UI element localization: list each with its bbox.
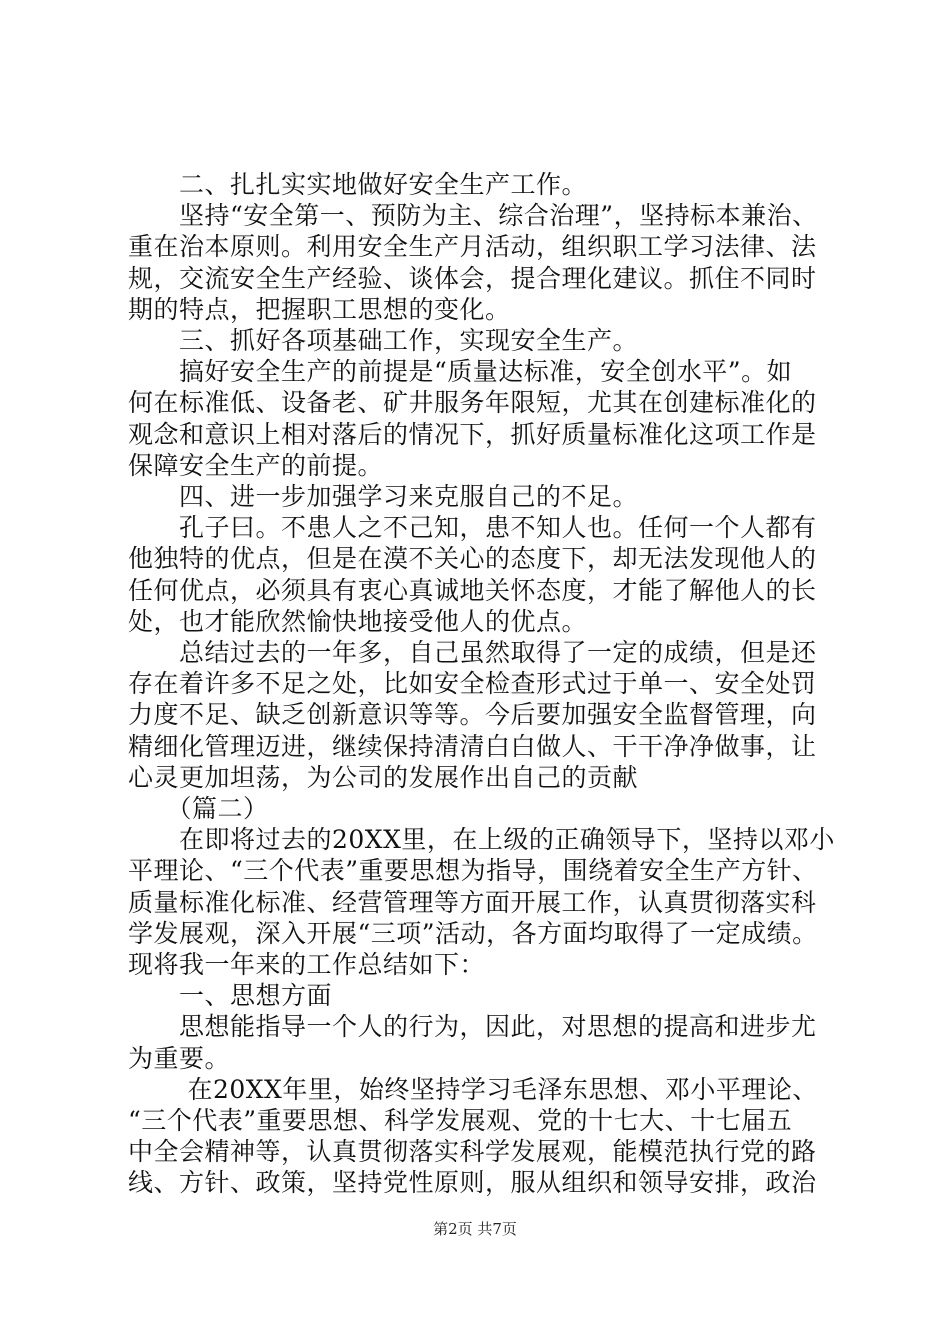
- text-line: 思想能指导一个人的行为，因此，对思想的提高和进步尤: [128, 1012, 817, 1042]
- text-line: 学发展观，深入开展“三项”活动，各方面均取得了一定成绩。: [128, 918, 818, 948]
- text-line: 存在着许多不足之处，比如安全检查形式过于单一、安全处罚: [128, 669, 817, 699]
- text-line: 三、抓好各项基础工作，实现安全生产。: [128, 326, 639, 355]
- page-footer: 第2页 共7页: [433, 1220, 517, 1238]
- text-line: 保障安全生产的前提。: [128, 450, 384, 480]
- text-line: 精细化管理迈进，继续保持清清白白做人、干干净净做事，让: [128, 731, 817, 761]
- text-line: 一、思想方面: [128, 981, 333, 1011]
- text-line: 质量标准化标准、经营管理等方面开展工作，认真贯彻落实科: [128, 887, 817, 917]
- text-line: 总结过去的一年多，自己虽然取得了一定的成绩，但是还: [128, 638, 817, 667]
- text-line: 平理论、“三个代表”重要思想为指导，围绕着安全生产方针、: [128, 856, 818, 886]
- text-line: 在20XX年里，始终坚持学习毛泽东思想、邓小平理论、: [128, 1074, 818, 1104]
- text-line: 重在治本原则。利用安全生产月活动，组织职工学习法律、法: [128, 232, 817, 262]
- text-line: 任何优点，必须具有衷心真诚地关怀态度，才能了解他人的长: [128, 575, 817, 605]
- text-line: 坚持“安全第一、预防为主、综合治理”，坚持标本兼治、: [128, 201, 818, 231]
- text-line: 中全会精神等，认真贯彻落实科学发展观，能模范执行党的路: [128, 1137, 817, 1167]
- text-line: 现将我一年来的工作总结如下：: [128, 950, 486, 979]
- text-line: “三个代表”重要思想、科学发展观、党的十七大、十七届五: [128, 1106, 793, 1135]
- text-line: 线、方针、政策，坚持党性原则，服从组织和领导安排，政治: [128, 1168, 817, 1198]
- text-line: 力度不足、缺乏创新意识等等。今后要加强安全监督管理，向: [128, 700, 817, 730]
- text-line: 在即将过去的20XX里，在上级的正确领导下，坚持以邓小: [128, 825, 835, 855]
- text-line: 四、进一步加强学习来克服自己的不足。: [128, 482, 639, 511]
- text-line: 观念和意识上相对落后的情况下，抓好质量标准化这项工作是: [128, 419, 817, 449]
- text-line: 处，也才能欣然愉快地接受他人的优点。: [128, 606, 588, 636]
- text-line: 规，交流安全生产经验、谈体会，提合理化建议。抓住不同时: [128, 263, 817, 293]
- text-line: 为重要。: [128, 1043, 231, 1073]
- text-line: 二、扎扎实实地做好安全生产工作。: [128, 170, 588, 199]
- text-line: 心灵更加坦荡，为公司的发展作出自己的贡献: [128, 762, 639, 792]
- text-line: 孔子曰。不患人之不己知，患不知人也。任何一个人都有: [128, 513, 817, 543]
- text-line: （篇二）: [128, 794, 269, 823]
- text-line: 何在标准低、设备老、矿井服务年限短，尤其在创建标准化的: [128, 388, 817, 418]
- text-line: 他独特的优点，但是在漠不关心的态度下，却无法发现他人的: [128, 544, 817, 574]
- text-line: 搞好安全生产的前提是“质量达标准，安全创水平”。如: [128, 357, 793, 387]
- text-line: 期的特点，把握职工思想的变化。: [128, 294, 511, 324]
